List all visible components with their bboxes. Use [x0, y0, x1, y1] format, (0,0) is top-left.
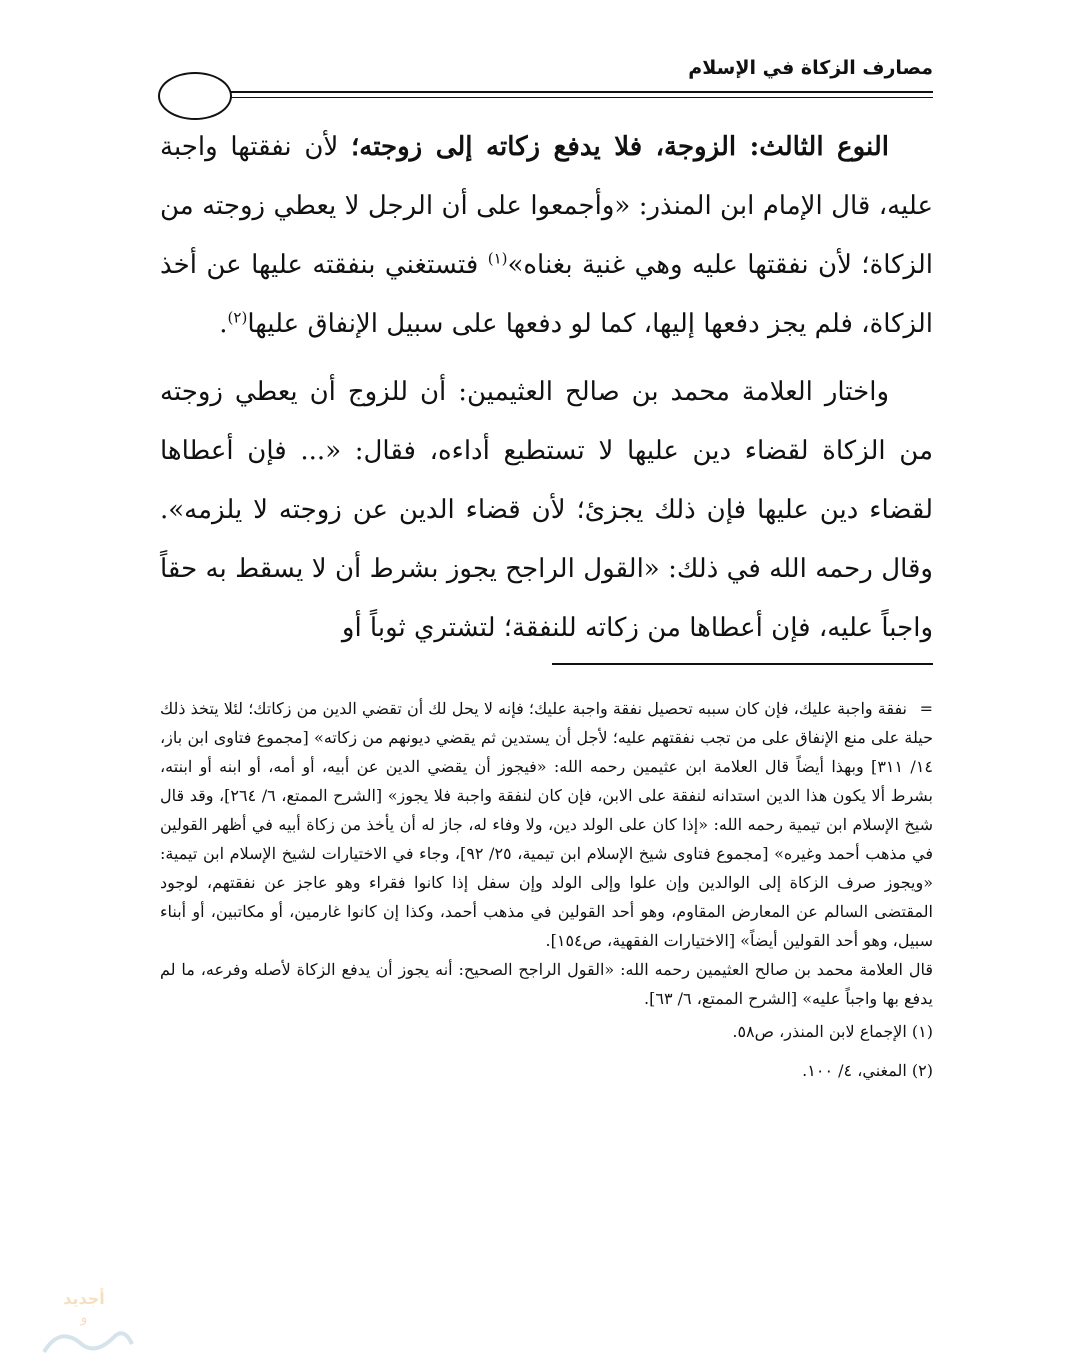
- watermark-line-1: أجديد: [63, 1289, 105, 1308]
- watermark-logo: [24, 1282, 144, 1362]
- footnote-ref-2: (٢): [227, 308, 248, 327]
- footnotes: [160, 694, 933, 1085]
- running-title: مصارف الزكاة في الإسلام: [688, 57, 933, 79]
- footnote-continued: [160, 694, 933, 955]
- paragraph-lead-in: النوع الثالث: الزوجة، فلا يدفع زكاته إلى زوجته؛: [350, 132, 889, 162]
- paragraph-1: [160, 118, 933, 354]
- paragraph-text-continued: فتستغني بنفقته عليها عن أخذ الزكاة، فلم يجز دفعها إليها، كما لو دفعها على سبيل الإنفاق عليها: [160, 250, 933, 339]
- main-text: [160, 118, 933, 658]
- page-number-oval: [158, 72, 232, 120]
- footnote-2: (٢) المغني، ٤/ ١٠٠.: [802, 1061, 933, 1080]
- footnote-continued-2: قال العلامة محمد بن صالح العثيمين رحمه الله: «القول الراجح الصحيح: أنه يجوز أن يدفع الزكاة لأصله وفرعه، ما لم يدفع بها واجباً عليه» [الشرح الممتع، ٦/ ٦٣].: [160, 960, 933, 1008]
- paragraph-2: واختار العلامة محمد بن صالح العثيمين: أن للزوج أن يعطي زوجته من الزكاة لقضاء دين عليها لا تستطيع أداءه، فقال: «... فإن أعطاها لقضاء دين عليها فإن ذلك يجزئ؛ لأن قضاء الدين عن زوجته لا يلزمه». وقال رحمه الله في ذلك: «القول الراجح يجوز بشرط أن لا يسقط به حقاً واجباً عليه، فإن أعطاها من زكاته للنفقة؛ لتشتري ثوباً أو: [160, 377, 933, 643]
- watermark-swash: [44, 1333, 132, 1352]
- header-rule-thin: [215, 97, 933, 98]
- footnote-1: (١) الإجماع لابن المنذر، ص٥٨.: [732, 1022, 933, 1041]
- continuation-mark: =: [919, 699, 933, 718]
- footnote-continued-text: نفقة واجبة عليك، فإن كان سببه تحصيل نفقة واجبة عليك؛ فإنه لا يحل لك أن تقضي الدين من زكاتك؛ لئلا يتخذ ذلك حيلة على منع الإنفاق على من تجب نفقتهم عليه؛ لأجل أن يستدين ثم يقضي ديونهم من زكاته» [مجموع فتاوى ابن باز، ١٤/ ٣١١] وبهذا أيضاً قال العلامة ابن عثيمين رحمه الله: «فيجوز أن يقضي الدين عن أبيه، أو أمه، أو ابنه أو ابنته، بشرط ألا يكون هذا الدين استدانه لنفقة على الابن، فإن كان لنفقة واجبة فلا يجوز» [الشرح الممتع، ٦/ ٢٦٤]، وقد قال شيخ الإسلام ابن تيمية رحمه الله: «إذا كان على الولد دين، ولا وفاء له، جاز له أن يأخذ من زكاة أبيه في أظهر القولين في مذهب أحمد وغيره» [مجموع فتاوى شيخ الإسلام ابن تيمية، ٢٥/ ٩٢]، وجاء في الاختيارات لشيخ الإسلام ابن تيمية: «ويجوز صرف الزكاة إلى الوالدين وإن علوا وإلى الولد وإن سفل إذا كانوا فقراء وهو عاجز عن نفقتهم، لوجود المقتضى السالم عن المعارض المقاوم، وهو أحد القولين في مذهب أحمد، وكذا إن كانوا غارمين، أو مكاتبين، أو أبناء سبيل، وهو أحد القولين أيضاً» [الاختيارات الفقهية، ص١٥٤].: [160, 699, 934, 950]
- footnote-separator: [552, 663, 933, 665]
- watermark-line-2: و: [80, 1310, 88, 1326]
- footnote-ref-1: (١): [487, 249, 508, 268]
- paragraph-text: لأن نفقتها واجبة عليه، قال الإمام ابن المنذر: «وأجمعوا على أن الرجل لا يعطي زوجته من الزكاة؛ لأن نفقتها عليه وهي غنية بغناه»: [160, 132, 933, 280]
- header-rule: [215, 91, 933, 93]
- paragraph-end-mark: .: [219, 309, 228, 339]
